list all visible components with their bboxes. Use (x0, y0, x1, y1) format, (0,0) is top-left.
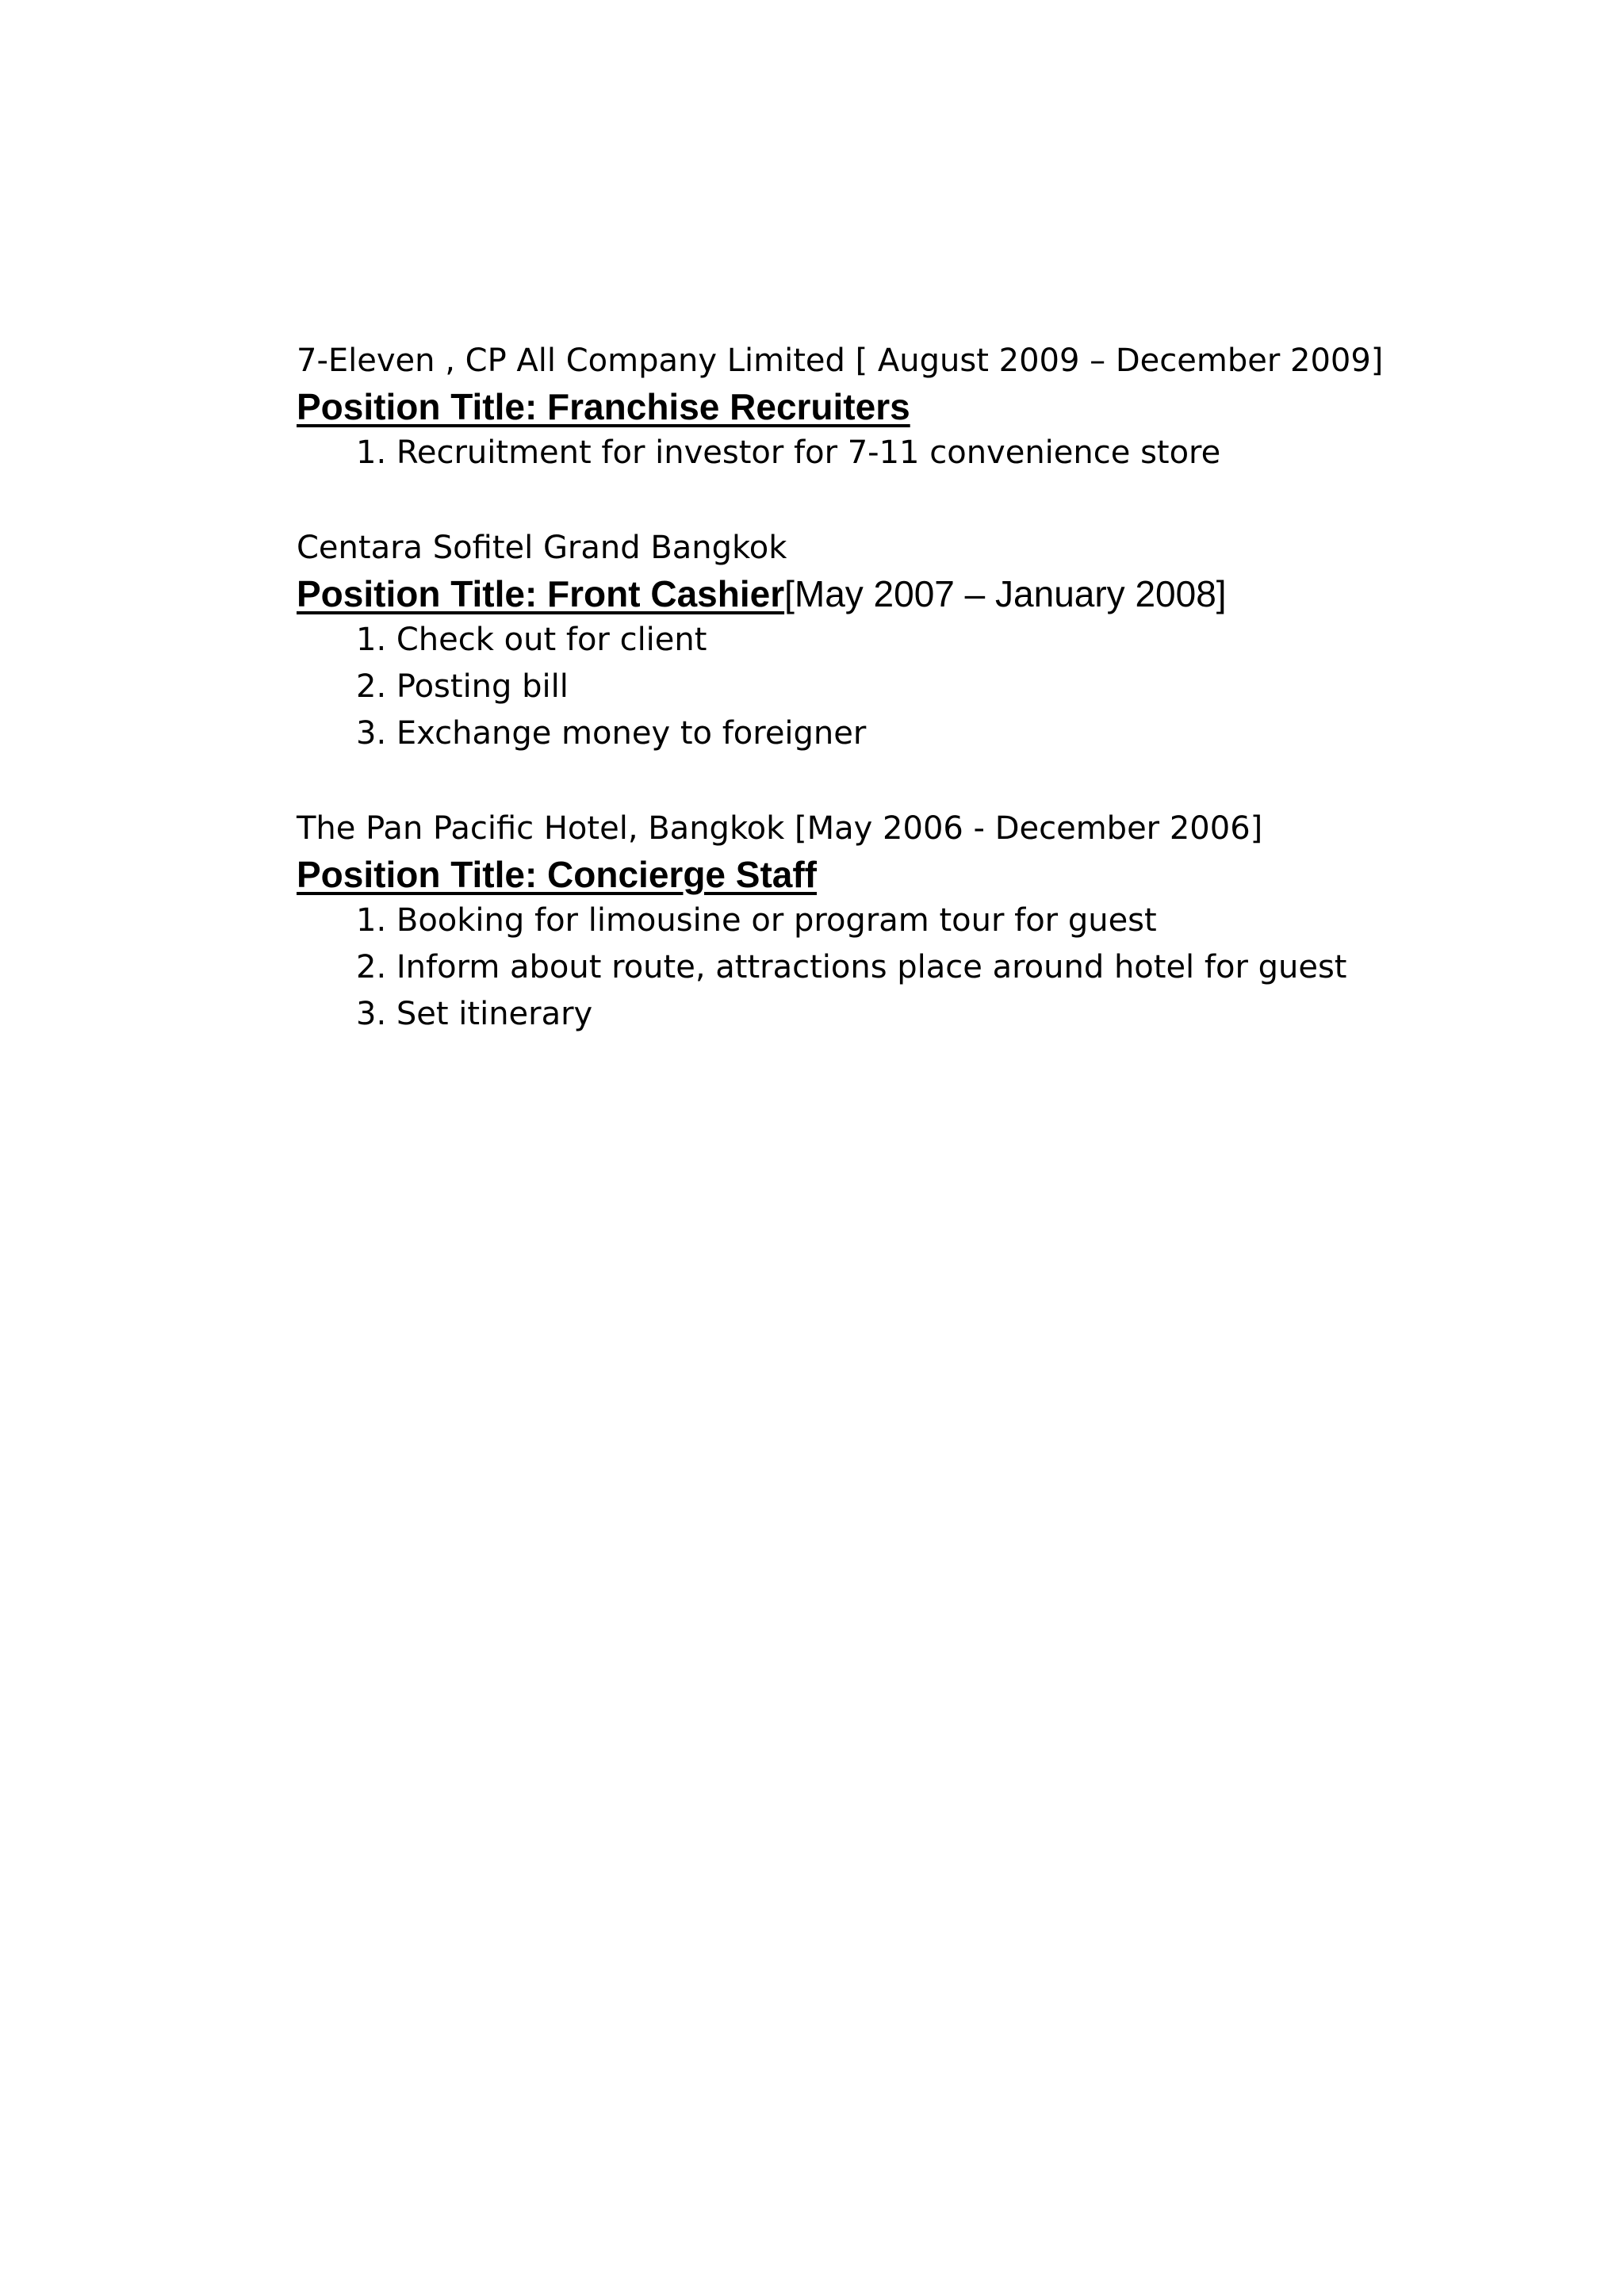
position-title: Position Title: Franchise Recruiters (297, 386, 910, 427)
duty-item: 1. Booking for limousine or program tour for guest (356, 902, 1157, 939)
duty-item: 2. Posting bill (356, 668, 569, 705)
duty-item: 3. Exchange money to foreigner (356, 715, 867, 752)
duty-list (297, 430, 1534, 476)
job-entry-pan-pacific (297, 806, 1534, 1038)
company-line: Centara Sofitel Grand Bangkok (297, 530, 787, 566)
position-title: Position Title: Front Cashier (297, 573, 785, 614)
position-title-line (297, 571, 1534, 617)
duty-list (297, 617, 1534, 757)
position-date: [May 2007 – January 2008] (784, 573, 1227, 614)
company-line: The Pan Pacific Hotel, Bangkok [May 2006 - December 2006] (297, 810, 1263, 847)
duty-item: 1. Check out for client (356, 622, 707, 658)
position-title-line (297, 851, 1534, 897)
duty-item: 3. Set itinerary (356, 996, 593, 1032)
document-page (297, 338, 1534, 1086)
job-entry-centara (297, 525, 1534, 757)
company-line: 7-Eleven , CP All Company Limited [ August 2009 – December 2009] (297, 342, 1384, 379)
duty-item: 1. Recruitment for investor for 7-11 convenience store (356, 434, 1221, 471)
duty-item: 2. Inform about route, attractions place around hotel for guest (356, 949, 1347, 985)
position-title-line (297, 384, 1534, 430)
duty-list (297, 897, 1534, 1038)
job-entry-7-eleven (297, 338, 1534, 476)
position-title: Position Title: Concierge Staff (297, 854, 817, 895)
